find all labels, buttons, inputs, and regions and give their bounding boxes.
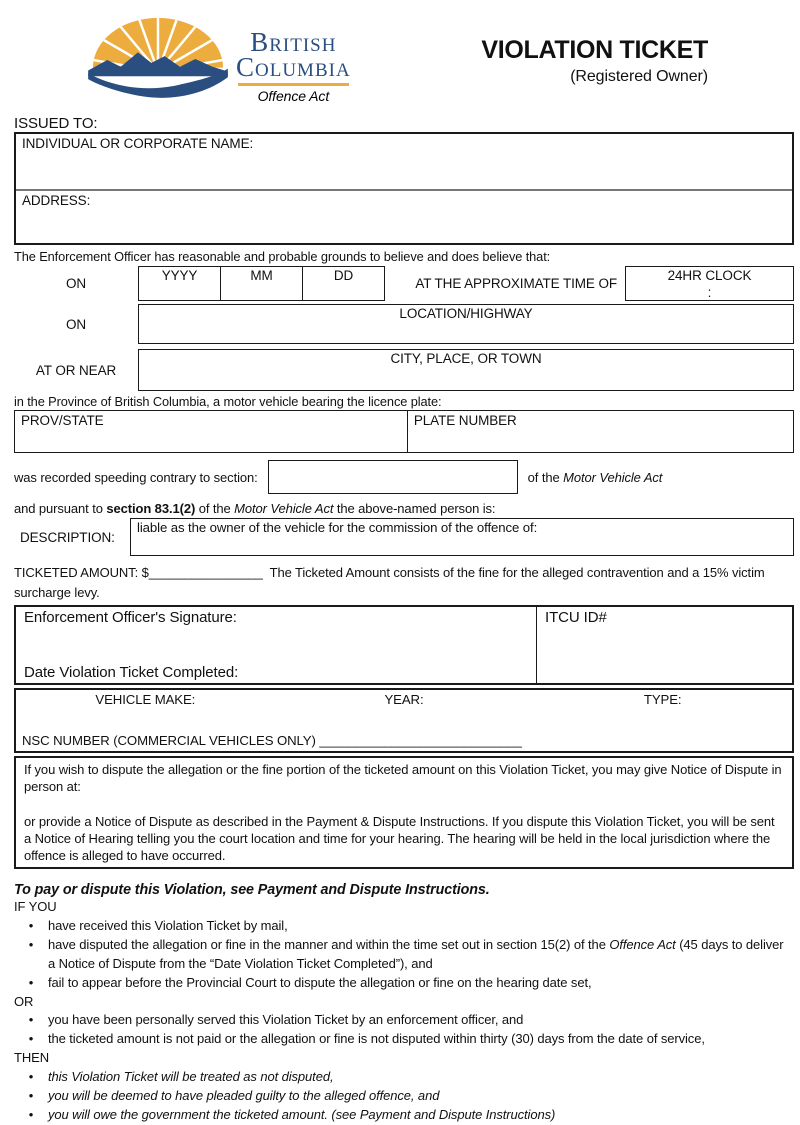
bullet-not-paid: • the ticketed amount is not paid or the allegation or fine is not disputed within thirty (30) days from the date of service, [14, 1030, 794, 1049]
belief-statement: The Enforcement Officer has reasonable and probable grounds to believe and does believe that: [14, 249, 551, 264]
dispute-location-blank[interactable] [24, 796, 784, 813]
pursuant-mid: of the [195, 501, 235, 516]
ticketed-amount-label: TICKETED AMOUNT: $ [14, 565, 149, 580]
plate-box [14, 410, 794, 453]
issued-to-box [14, 132, 794, 245]
date-time-row [14, 266, 794, 301]
vehicle-blank-area [16, 707, 792, 733]
officer-signature-label: Enforcement Officer's Signature: [24, 609, 237, 626]
ticketed-amount-blank[interactable]: ________________ [148, 565, 263, 580]
location-row [14, 304, 794, 344]
clock-label: 24HR CLOCK [667, 268, 752, 283]
address-label: ADDRESS: [22, 193, 91, 208]
date-dd-field[interactable] [303, 267, 384, 300]
location-highway-field[interactable] [138, 304, 794, 344]
brand-subtitle: Offence Act [257, 88, 330, 105]
vehicle-year-field[interactable] [275, 692, 534, 707]
officer-signature-area[interactable] [24, 626, 528, 664]
bullet-not-disputed: • this Violation Ticket will be treated as not disputed, [14, 1068, 794, 1087]
date-completed-label: Date Violation Ticket Completed: [24, 664, 239, 681]
bullet-received-by-mail: • have received this Violation Ticket by mail, [14, 917, 794, 936]
vehicle-labels-row [16, 690, 792, 707]
bullet-fail-to-appear: • fail to appear before the Provincial Court to dispute the allegation or fine on the hearing date set, [14, 974, 794, 993]
pursuant-act-italic: Motor Vehicle Act [234, 501, 334, 516]
offence-act-italic: Offence Act [609, 937, 676, 953]
section-number-field[interactable] [268, 460, 518, 494]
issued-to-label: ISSUED TO: [14, 115, 98, 132]
nsc-number-label: NSC NUMBER (COMMERCIAL VEHICLES ONLY) [22, 733, 320, 748]
description-row [14, 518, 794, 556]
city-place-town-field[interactable] [138, 349, 794, 391]
speeding-row [14, 459, 794, 495]
speeding-prefix: was recorded speeding contrary to section: [14, 469, 258, 485]
officer-box [14, 605, 794, 685]
bullet-dot-icon [14, 917, 48, 936]
form-title: VIOLATION TICKET [481, 36, 708, 64]
date-mm-field[interactable] [221, 267, 303, 300]
bc-sunrise-logo-icon [84, 16, 232, 104]
ticketed-amount-text: The Ticketed Amount consists of the fine for the alleged contravention and a 15% victim surcharge levy. [14, 565, 769, 600]
itcu-id-field[interactable] [537, 607, 792, 683]
on-date-label: ON [65, 276, 87, 291]
of-the-text: of the [527, 469, 564, 485]
date-field-group [138, 266, 385, 301]
city-row [14, 349, 794, 391]
brand-name-line1: British [250, 27, 337, 57]
vehicle-make-field[interactable] [16, 692, 275, 707]
form-subtitle: (Registered Owner) [570, 68, 708, 85]
description-fixed-text: liable as the owner of the vehicle for the commission of the offence of: [137, 520, 538, 535]
bullet-personally-served: • you have been personally served this Violation Ticket by an enforcement officer, and [14, 1011, 794, 1030]
city-place-town-label: CITY, PLACE, OR TOWN [390, 351, 542, 366]
mm-label: MM [250, 268, 273, 283]
individual-name-field[interactable] [16, 134, 792, 189]
bullet-dot-icon [14, 1087, 48, 1106]
vehicle-make-label: VEHICLE MAKE: [95, 692, 196, 707]
if-you-label: IF YOU [14, 899, 57, 915]
individual-name-label: INDIVIDUAL OR CORPORATE NAME: [22, 136, 254, 151]
nsc-number-line [16, 733, 792, 751]
pursuant-pre: and pursuant to [14, 501, 107, 516]
motor-vehicle-act-text: Motor Vehicle Act [563, 469, 663, 485]
form-header [14, 0, 794, 113]
province-line: in the Province of British Columbia, a motor vehicle bearing the licence plate: [14, 394, 442, 409]
bullet-dot-icon [14, 1068, 48, 1087]
brand-gold-underline [238, 83, 349, 86]
ticketed-amount-line [14, 563, 794, 602]
dd-label: DD [333, 268, 354, 283]
plate-number-field[interactable] [408, 411, 793, 452]
address-field[interactable] [16, 189, 792, 243]
at-or-near-label: AT OR NEAR [35, 362, 117, 378]
pursuant-post: the above-named person is: [333, 501, 496, 516]
brand-name-line2: Columbia [236, 52, 351, 83]
nsc-number-blank[interactable]: ____________________________ [319, 733, 522, 748]
bullet-dot-icon [14, 1106, 48, 1125]
on-location-label: ON [65, 316, 87, 332]
pursuant-section-bold: section 83.1(2) [106, 501, 196, 516]
vehicle-type-field[interactable] [533, 692, 792, 707]
date-yyyy-field[interactable] [139, 267, 221, 300]
vehicle-box [14, 688, 794, 753]
bullet-disputed-allegation [14, 936, 794, 974]
dispute-paragraph-2: or provide a Notice of Dispute as described in the Payment & Dispute Instructions. If you dispute this Violation Ticket, you will be sent a Notice of Hearing telling you the court location and time for your hearing. The hearing will be held in the local jurisdiction where the offence is alleged to have occurred. [24, 813, 775, 864]
speeding-suffix [528, 470, 663, 485]
bullet2-pre: have disputed the allegation or fine in the manner and within the time set out in section 15(2) of the [48, 937, 610, 953]
time-field[interactable] [625, 266, 794, 301]
approximate-time-label: AT THE APPROXIMATE TIME OF [415, 276, 617, 291]
yyyy-label: YYYY [161, 268, 198, 283]
location-highway-label: LOCATION/HIGHWAY [399, 306, 533, 321]
itcu-id-label: ITCU ID# [545, 609, 607, 626]
then-label: THEN [14, 1050, 49, 1066]
bc-brand [84, 16, 351, 104]
vehicle-type-label: TYPE: [643, 692, 682, 707]
bullet2-post: (45 days to deliver a Notice of Dispute from the “Date Violation Ticket Completed”), and [48, 937, 788, 971]
bullet-pleaded-guilty: • you will be deemed to have pleaded guilty to the alleged offence, and [14, 1087, 794, 1106]
dispute-box [14, 756, 794, 869]
plate-number-label: PLATE NUMBER [413, 413, 517, 428]
description-label: DESCRIPTION: [20, 529, 115, 545]
description-field[interactable] [130, 518, 794, 556]
officer-left-cell [16, 607, 537, 683]
bullet-owe-government: • you will owe the government the ticketed amount. (see Payment and Dispute Instructions) [14, 1106, 794, 1125]
bullet-dot-icon [14, 974, 48, 993]
bullet-dot-icon [14, 1030, 48, 1049]
title-block [481, 36, 708, 86]
clock-colon: : [707, 284, 712, 300]
brand-text [236, 27, 351, 105]
instructions-section [14, 882, 794, 1124]
bullet-dot-icon [14, 1011, 48, 1030]
bullet-dot-icon [14, 936, 48, 974]
vehicle-year-label: YEAR: [384, 692, 424, 707]
prov-state-field[interactable] [15, 411, 408, 452]
prov-state-label: PROV/STATE [21, 413, 104, 428]
dispute-paragraph-1: If you wish to dispute the allegation or the fine portion of the ticketed amount on this Violation Ticket, you may give Notice of Dispute in person at: [24, 762, 782, 795]
pursuant-line [14, 501, 794, 516]
or-label: OR [14, 993, 34, 1009]
instructions-heading: To pay or dispute this Violation, see Payment and Dispute Instructions. [14, 882, 490, 899]
